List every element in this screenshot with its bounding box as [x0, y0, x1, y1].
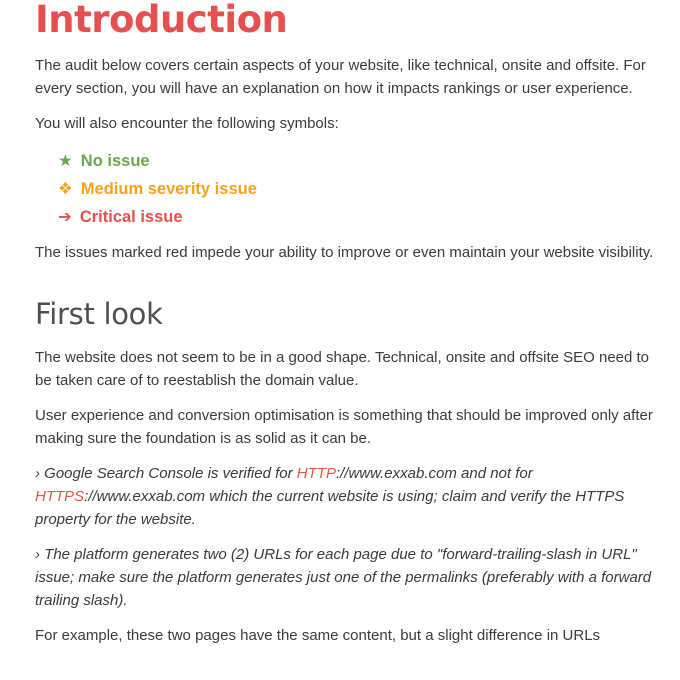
https-link[interactable]: HTTPS [35, 488, 85, 505]
page-title: Introduction [35, 0, 288, 41]
first-look-paragraph-1: The website does not seem to be in a good shape. Technical, onsite and offsite SEO need to be taken care of to reestablish the domain value. [35, 349, 650, 389]
intro-paragraph: The audit below covers certain aspects of your website, like technical, onsite and offsite. For every section, you will have an explanation on how it impacts rankings or user experience. [35, 57, 646, 97]
section-title-first-look: First look [35, 297, 163, 331]
first-look-paragraph-2: User experience and conversion optimisation is something that should be improved only after making sure the foundation is as solid as it can be. [35, 407, 653, 447]
symbols-legend [58, 147, 657, 231]
finding-text: ://www.exxab.com which the current website is using; claim and verify the HTTPS property for the website. [35, 488, 625, 528]
diamond-icon: ❖ [58, 179, 73, 198]
finding-text: › Google Search Console is verified for [35, 465, 297, 482]
finding-search-console [35, 462, 657, 531]
finding-trailing-slash: › The platform generates two (2) URLs for each page due to "forward-trailing-slash in URL" issue; make sure the platform generates just one of the permalinks (preferably with a forward trailing slash). [35, 546, 652, 609]
legend-item-no-issue [58, 147, 657, 175]
legend-label-medium-severity: Medium severity issue [80, 180, 257, 198]
symbols-intro-paragraph: You will also encounter the following symbols: [35, 115, 339, 132]
http-link[interactable]: HTTP [296, 465, 336, 482]
issues-note-paragraph: The issues marked red impede your ability to improve or even maintain your website visibility. [35, 244, 654, 261]
legend-label-no-issue: No issue [80, 152, 150, 170]
example-intro-paragraph: For example, these two pages have the same content, but a slight difference in URLs [35, 627, 601, 644]
arrow-right-icon: ➔ [58, 207, 72, 226]
legend-item-critical [58, 203, 657, 231]
legend-item-medium-severity [58, 175, 657, 203]
legend-label-critical: Critical issue [79, 208, 183, 226]
star-icon: ★ [58, 151, 73, 170]
finding-text: ://www.exxab.com and not for [335, 465, 533, 482]
